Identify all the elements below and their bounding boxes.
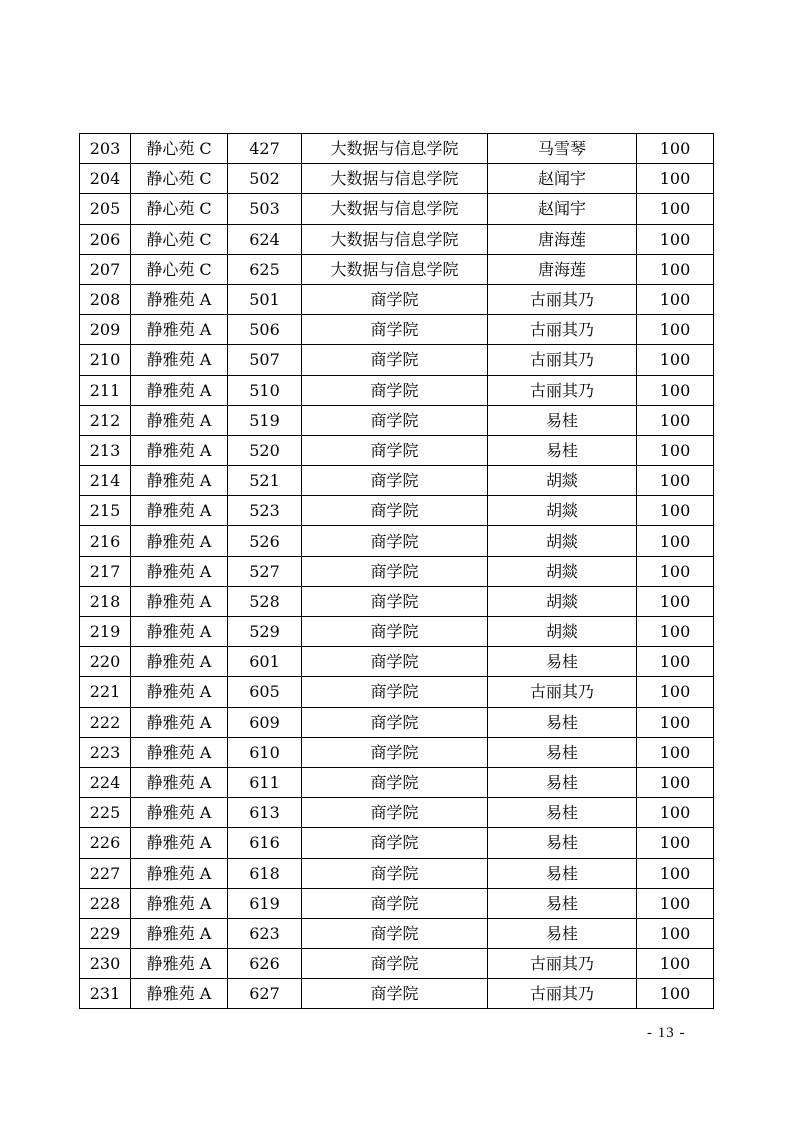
cell-building: 静雅苑 A <box>131 737 228 767</box>
cell-score: 100 <box>637 798 714 828</box>
cell-counselor: 易桂 <box>488 737 637 767</box>
cell-college: 商学院 <box>302 586 488 616</box>
cell-building: 静雅苑 A <box>131 647 228 677</box>
cell-score: 100 <box>637 888 714 918</box>
cell-counselor: 易桂 <box>488 767 637 797</box>
table-row <box>80 888 714 918</box>
cell-index: 215 <box>80 496 131 526</box>
cell-score: 100 <box>637 526 714 556</box>
cell-building: 静心苑 C <box>131 164 228 194</box>
cell-index: 210 <box>80 345 131 375</box>
cell-index: 226 <box>80 828 131 858</box>
cell-index: 221 <box>80 677 131 707</box>
cell-index: 223 <box>80 737 131 767</box>
cell-score: 100 <box>637 435 714 465</box>
cell-building: 静心苑 C <box>131 254 228 284</box>
cell-score: 100 <box>637 164 714 194</box>
cell-college: 商学院 <box>302 888 488 918</box>
cell-counselor: 胡燚 <box>488 556 637 586</box>
cell-room: 613 <box>228 798 302 828</box>
cell-score: 100 <box>637 345 714 375</box>
cell-building: 静雅苑 A <box>131 284 228 314</box>
cell-index: 211 <box>80 375 131 405</box>
cell-building: 静雅苑 A <box>131 858 228 888</box>
cell-index: 218 <box>80 586 131 616</box>
cell-college: 商学院 <box>302 405 488 435</box>
cell-room: 624 <box>228 224 302 254</box>
cell-building: 静雅苑 A <box>131 345 228 375</box>
cell-building: 静心苑 C <box>131 194 228 224</box>
cell-index: 205 <box>80 194 131 224</box>
cell-counselor: 易桂 <box>488 858 637 888</box>
cell-building: 静雅苑 A <box>131 798 228 828</box>
cell-room: 507 <box>228 345 302 375</box>
cell-counselor: 易桂 <box>488 888 637 918</box>
cell-college: 商学院 <box>302 979 488 1009</box>
cell-college: 商学院 <box>302 375 488 405</box>
cell-index: 225 <box>80 798 131 828</box>
table-row <box>80 979 714 1009</box>
cell-room: 521 <box>228 466 302 496</box>
cell-index: 219 <box>80 617 131 647</box>
cell-room: 618 <box>228 858 302 888</box>
table-row <box>80 284 714 314</box>
cell-counselor: 胡燚 <box>488 526 637 556</box>
cell-counselor: 易桂 <box>488 828 637 858</box>
cell-college: 商学院 <box>302 767 488 797</box>
cell-score: 100 <box>637 979 714 1009</box>
table-row <box>80 345 714 375</box>
cell-room: 519 <box>228 405 302 435</box>
cell-counselor: 胡燚 <box>488 617 637 647</box>
cell-index: 227 <box>80 858 131 888</box>
cell-index: 224 <box>80 767 131 797</box>
cell-index: 222 <box>80 707 131 737</box>
table-row <box>80 224 714 254</box>
cell-index: 204 <box>80 164 131 194</box>
cell-score: 100 <box>637 315 714 345</box>
cell-index: 230 <box>80 949 131 979</box>
cell-room: 623 <box>228 918 302 948</box>
cell-score: 100 <box>637 466 714 496</box>
cell-score: 100 <box>637 586 714 616</box>
cell-score: 100 <box>637 556 714 586</box>
cell-building: 静雅苑 A <box>131 315 228 345</box>
cell-counselor: 易桂 <box>488 918 637 948</box>
table-row <box>80 526 714 556</box>
cell-building: 静雅苑 A <box>131 677 228 707</box>
cell-score: 100 <box>637 496 714 526</box>
cell-room: 605 <box>228 677 302 707</box>
cell-college: 大数据与信息学院 <box>302 194 488 224</box>
cell-college: 商学院 <box>302 526 488 556</box>
cell-score: 100 <box>637 707 714 737</box>
cell-index: 216 <box>80 526 131 556</box>
cell-room: 601 <box>228 647 302 677</box>
table-row <box>80 677 714 707</box>
cell-room: 611 <box>228 767 302 797</box>
cell-room: 523 <box>228 496 302 526</box>
table-row <box>80 496 714 526</box>
cell-college: 商学院 <box>302 737 488 767</box>
cell-counselor: 赵闻宇 <box>488 194 637 224</box>
cell-counselor: 古丽其乃 <box>488 949 637 979</box>
cell-score: 100 <box>637 737 714 767</box>
cell-index: 209 <box>80 315 131 345</box>
cell-counselor: 赵闻宇 <box>488 164 637 194</box>
cell-room: 626 <box>228 949 302 979</box>
cell-college: 商学院 <box>302 556 488 586</box>
cell-score: 100 <box>637 949 714 979</box>
cell-counselor: 易桂 <box>488 798 637 828</box>
cell-counselor: 古丽其乃 <box>488 345 637 375</box>
cell-room: 529 <box>228 617 302 647</box>
cell-college: 商学院 <box>302 949 488 979</box>
cell-counselor: 古丽其乃 <box>488 284 637 314</box>
cell-college: 大数据与信息学院 <box>302 224 488 254</box>
cell-counselor: 胡燚 <box>488 466 637 496</box>
cell-building: 静雅苑 A <box>131 888 228 918</box>
cell-counselor: 胡燚 <box>488 496 637 526</box>
cell-room: 427 <box>228 134 302 164</box>
cell-index: 220 <box>80 647 131 677</box>
cell-college: 商学院 <box>302 345 488 375</box>
cell-room: 510 <box>228 375 302 405</box>
cell-college: 商学院 <box>302 858 488 888</box>
cell-index: 229 <box>80 918 131 948</box>
cell-building: 静雅苑 A <box>131 918 228 948</box>
cell-room: 526 <box>228 526 302 556</box>
cell-college: 商学院 <box>302 617 488 647</box>
cell-building: 静雅苑 A <box>131 496 228 526</box>
cell-score: 100 <box>637 677 714 707</box>
cell-index: 228 <box>80 888 131 918</box>
cell-counselor: 马雪琴 <box>488 134 637 164</box>
cell-room: 616 <box>228 828 302 858</box>
cell-building: 静雅苑 A <box>131 405 228 435</box>
table-row <box>80 164 714 194</box>
table-row <box>80 767 714 797</box>
cell-room: 506 <box>228 315 302 345</box>
table-row <box>80 435 714 465</box>
cell-room: 501 <box>228 284 302 314</box>
cell-score: 100 <box>637 254 714 284</box>
cell-score: 100 <box>637 858 714 888</box>
table-row <box>80 828 714 858</box>
cell-counselor: 古丽其乃 <box>488 677 637 707</box>
table-row <box>80 918 714 948</box>
cell-college: 商学院 <box>302 707 488 737</box>
cell-counselor: 易桂 <box>488 405 637 435</box>
cell-college: 商学院 <box>302 435 488 465</box>
cell-room: 520 <box>228 435 302 465</box>
cell-counselor: 胡燚 <box>488 586 637 616</box>
table-row <box>80 707 714 737</box>
cell-college: 大数据与信息学院 <box>302 254 488 284</box>
cell-room: 627 <box>228 979 302 1009</box>
cell-building: 静雅苑 A <box>131 617 228 647</box>
table-row <box>80 949 714 979</box>
cell-index: 213 <box>80 435 131 465</box>
cell-room: 625 <box>228 254 302 284</box>
cell-college: 商学院 <box>302 918 488 948</box>
cell-college: 商学院 <box>302 496 488 526</box>
cell-score: 100 <box>637 194 714 224</box>
cell-counselor: 唐海莲 <box>488 254 637 284</box>
cell-room: 619 <box>228 888 302 918</box>
cell-score: 100 <box>637 224 714 254</box>
table-row <box>80 617 714 647</box>
cell-index: 214 <box>80 466 131 496</box>
table-row <box>80 737 714 767</box>
cell-building: 静雅苑 A <box>131 767 228 797</box>
cell-index: 203 <box>80 134 131 164</box>
cell-score: 100 <box>637 617 714 647</box>
page-number: - 13 - <box>647 1025 686 1041</box>
cell-building: 静雅苑 A <box>131 949 228 979</box>
table-row <box>80 858 714 888</box>
cell-score: 100 <box>637 828 714 858</box>
table-row <box>80 375 714 405</box>
cell-index: 217 <box>80 556 131 586</box>
cell-score: 100 <box>637 918 714 948</box>
cell-college: 商学院 <box>302 315 488 345</box>
cell-college: 商学院 <box>302 466 488 496</box>
cell-score: 100 <box>637 405 714 435</box>
table-row <box>80 254 714 284</box>
cell-room: 610 <box>228 737 302 767</box>
cell-building: 静雅苑 A <box>131 828 228 858</box>
cell-counselor: 易桂 <box>488 707 637 737</box>
cell-building: 静心苑 C <box>131 224 228 254</box>
cell-index: 207 <box>80 254 131 284</box>
table-body <box>80 134 714 1009</box>
table-row <box>80 647 714 677</box>
table-row <box>80 405 714 435</box>
table-row <box>80 798 714 828</box>
cell-counselor: 古丽其乃 <box>488 375 637 405</box>
cell-building: 静雅苑 A <box>131 435 228 465</box>
cell-score: 100 <box>637 647 714 677</box>
cell-building: 静雅苑 A <box>131 526 228 556</box>
cell-counselor: 唐海莲 <box>488 224 637 254</box>
cell-college: 商学院 <box>302 647 488 677</box>
cell-room: 609 <box>228 707 302 737</box>
cell-room: 527 <box>228 556 302 586</box>
cell-college: 大数据与信息学院 <box>302 134 488 164</box>
cell-index: 212 <box>80 405 131 435</box>
cell-college: 大数据与信息学院 <box>302 164 488 194</box>
table-row <box>80 586 714 616</box>
cell-room: 528 <box>228 586 302 616</box>
table-row <box>80 315 714 345</box>
table-row <box>80 194 714 224</box>
cell-index: 231 <box>80 979 131 1009</box>
cell-score: 100 <box>637 375 714 405</box>
cell-score: 100 <box>637 134 714 164</box>
cell-counselor: 易桂 <box>488 435 637 465</box>
cell-building: 静雅苑 A <box>131 466 228 496</box>
cell-index: 206 <box>80 224 131 254</box>
cell-counselor: 古丽其乃 <box>488 979 637 1009</box>
cell-college: 商学院 <box>302 677 488 707</box>
cell-college: 商学院 <box>302 798 488 828</box>
cell-score: 100 <box>637 767 714 797</box>
cell-building: 静雅苑 A <box>131 707 228 737</box>
dormitory-score-table <box>79 133 714 1009</box>
table-row <box>80 556 714 586</box>
table-row <box>80 466 714 496</box>
cell-building: 静雅苑 A <box>131 556 228 586</box>
cell-counselor: 古丽其乃 <box>488 315 637 345</box>
table-row <box>80 134 714 164</box>
cell-college: 商学院 <box>302 284 488 314</box>
cell-index: 208 <box>80 284 131 314</box>
cell-building: 静雅苑 A <box>131 586 228 616</box>
cell-building: 静雅苑 A <box>131 375 228 405</box>
cell-building: 静雅苑 A <box>131 979 228 1009</box>
cell-score: 100 <box>637 284 714 314</box>
cell-room: 503 <box>228 194 302 224</box>
cell-college: 商学院 <box>302 828 488 858</box>
cell-room: 502 <box>228 164 302 194</box>
cell-building: 静心苑 C <box>131 134 228 164</box>
cell-counselor: 易桂 <box>488 647 637 677</box>
